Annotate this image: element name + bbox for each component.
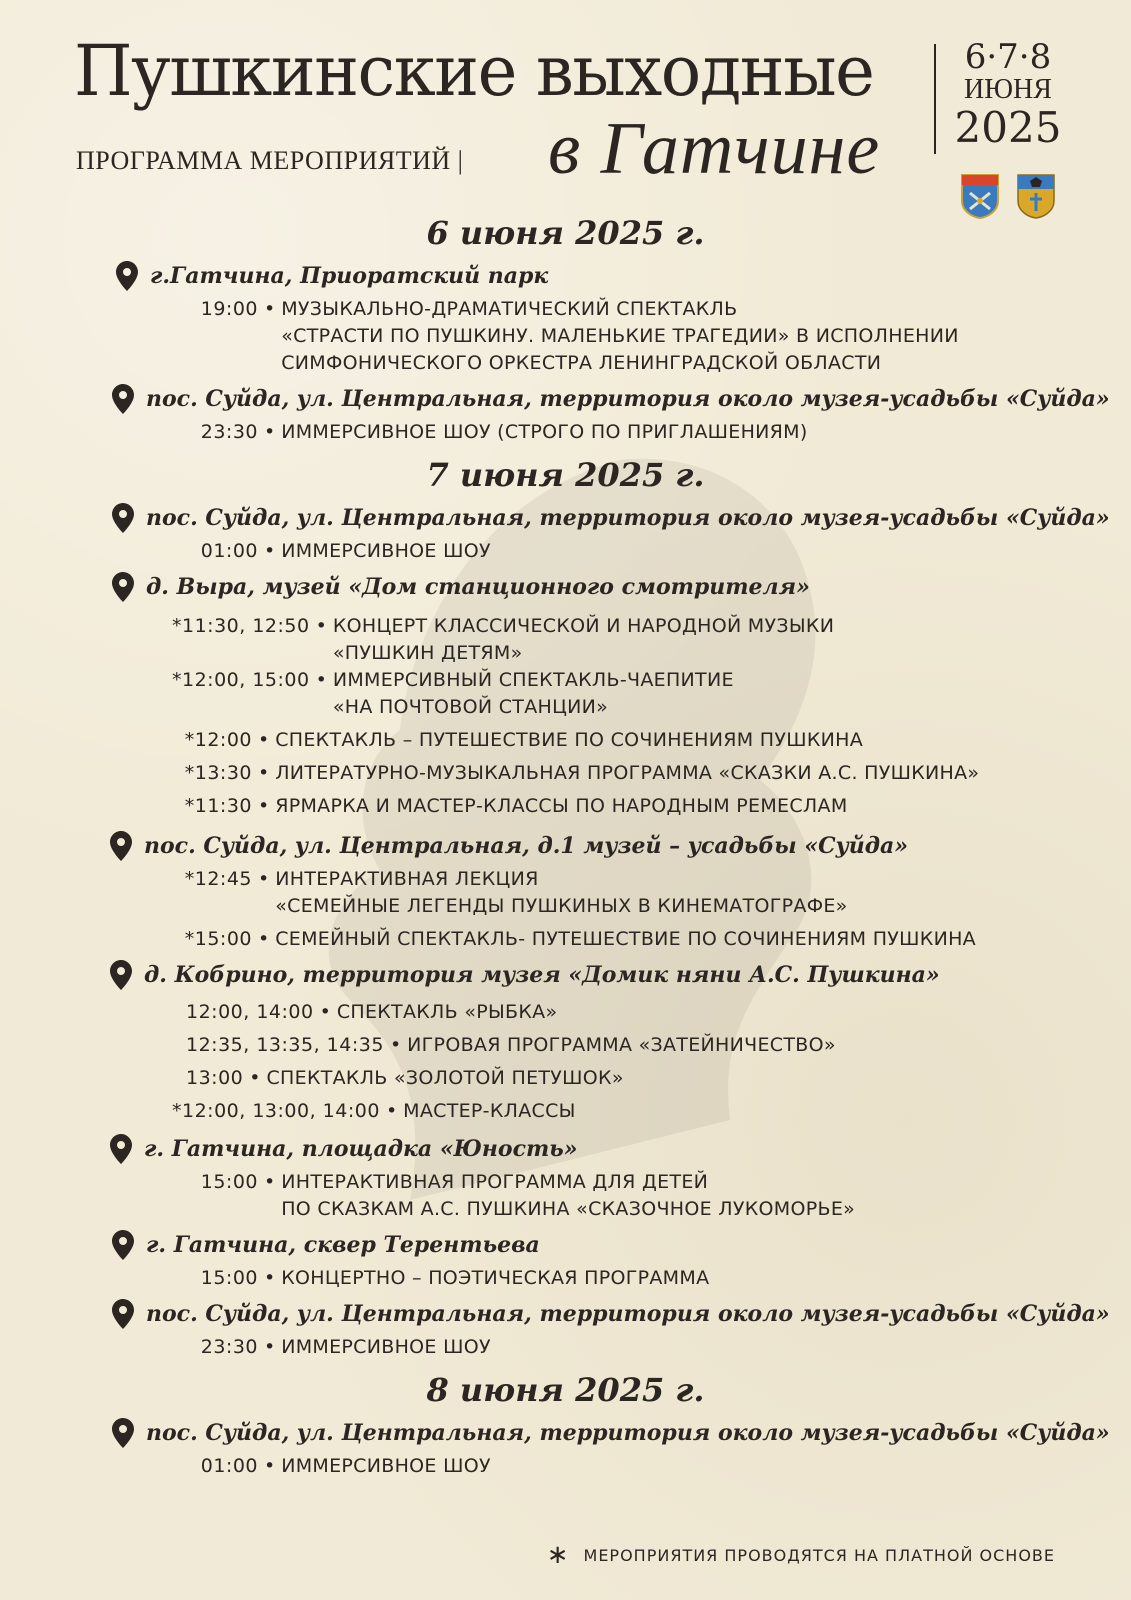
event-description: ЛИТЕРАТУРНО-МУЗЫКАЛЬНАЯ ПРОГРАММА «СКАЗКИ А.С. ПУШКИНА» xyxy=(275,762,980,784)
venue-name: д. Кобрино, территория музея «Домик няни А.С. Пушкина» xyxy=(144,962,940,988)
event-item xyxy=(186,1169,1131,1223)
venue-name: пос. Суйда, ул. Центральная, территория около музея-усадьбы «Суйда» xyxy=(146,1420,1110,1446)
event-time: 12:35, 13:35, 14:35 xyxy=(186,1034,384,1056)
event-description: ИММЕРСИВНОЕ ШОУ xyxy=(281,540,491,562)
bullet: • xyxy=(264,1336,276,1358)
event-time: *12:00, 13:00, 14:00 xyxy=(172,1100,380,1122)
location-pin-icon xyxy=(110,831,132,861)
event-list xyxy=(0,999,1131,1125)
event-item xyxy=(172,866,1131,920)
event-time: *11:30 xyxy=(184,795,252,817)
event-description: ИММЕРСИВНОЕ ШОУ xyxy=(281,1336,491,1358)
event-time: *15:00 xyxy=(184,928,252,950)
venue-name: пос. Суйда, ул. Центральная, территория около музея-усадьбы «Суйда» xyxy=(146,505,1110,531)
event-item xyxy=(186,419,1131,446)
event-item xyxy=(172,613,1131,667)
footnote xyxy=(547,1540,1055,1570)
location-pin-icon xyxy=(112,1299,134,1329)
event-item xyxy=(186,1334,1131,1361)
venue-name: д. Выра, музей «Дом станционного смотрителя» xyxy=(146,574,810,600)
event-item xyxy=(186,1265,1131,1292)
event-description: ИНТЕРАКТИВНАЯ ЛЕКЦИЯ «СЕМЕЙНЫЕ ЛЕГЕНДЫ ПУШКИНЫХ В КИНЕМАТОГРАФЕ» xyxy=(275,868,848,917)
header xyxy=(0,0,1131,215)
program xyxy=(0,208,1131,1484)
location-pin-icon xyxy=(110,1134,132,1164)
event-time: *12:00, 15:00 xyxy=(172,669,310,691)
event-list xyxy=(0,419,1131,446)
location-pin-icon xyxy=(112,1230,134,1260)
venue xyxy=(0,500,1131,536)
event-time: 19:00 xyxy=(200,298,258,320)
bullet: • xyxy=(385,1100,398,1122)
venue xyxy=(0,1131,1131,1167)
event-time: *11:30, 12:50 xyxy=(172,615,310,637)
event-time: *13:30 xyxy=(184,762,252,784)
bullet: • xyxy=(258,868,270,890)
venue xyxy=(0,957,1131,993)
dates-month: ИЮНЯ xyxy=(964,74,1052,105)
bullet: • xyxy=(264,1455,276,1477)
event-item xyxy=(172,727,1131,754)
event-description: СПЕКТАКЛЬ – ПУТЕШЕСТВИЕ ПО СОЧИНЕНИЯМ ПУШКИНА xyxy=(275,729,864,751)
event-description: КОНЦЕРТ КЛАССИЧЕСКОЙ И НАРОДНОЙ МУЗЫКИ «ПУШКИН ДЕТЯМ» xyxy=(332,615,835,664)
bullet: • xyxy=(264,298,276,320)
bullet: • xyxy=(264,1267,276,1289)
bullet: • xyxy=(258,762,270,784)
event-item xyxy=(186,999,1131,1026)
event-description: КОНЦЕРТНО – ПОЭТИЧЕСКАЯ ПРОГРАММА xyxy=(281,1267,710,1289)
event-time: *12:00 xyxy=(184,729,252,751)
asterisk-icon: ∗ xyxy=(546,1540,570,1570)
event-list xyxy=(0,1453,1131,1480)
location-pin-icon xyxy=(112,572,134,602)
venue-name: пос. Суйда, ул. Центральная, территория около музея-усадьбы «Суйда» xyxy=(146,386,1110,412)
event-dates xyxy=(950,37,1066,153)
event-description: СЕМЕЙНЫЙ СПЕКТАКЛЬ- ПУТЕШЕСТВИЕ ПО СОЧИНЕНИЯМ ПУШКИНА xyxy=(275,928,976,950)
event-time: 12:00, 14:00 xyxy=(186,1001,314,1023)
venue xyxy=(0,258,1131,294)
bullet: • xyxy=(249,1067,261,1089)
event-description: ИГРОВАЯ ПРОГРАММА «ЗАТЕЙНИЧЕСТВО» xyxy=(407,1034,836,1056)
bullet: • xyxy=(264,421,276,443)
dates-days: 6·7·8 xyxy=(964,37,1052,77)
event-description: ЯРМАРКА И МАСТЕР-КЛАССЫ ПО НАРОДНЫМ РЕМЕСЛАМ xyxy=(275,795,848,817)
location-pin-icon xyxy=(110,960,132,990)
venue xyxy=(0,1296,1131,1332)
event-description: ИНТЕРАКТИВНАЯ ПРОГРАММА ДЛЯ ДЕТЕЙ ПО СКАЗКАМ А.С. ПУШКИНА «СКАЗОЧНОЕ ЛУКОМОРЬЕ» xyxy=(281,1171,856,1220)
event-list xyxy=(0,296,1131,377)
venue xyxy=(0,1415,1131,1451)
event-list xyxy=(0,1265,1131,1292)
location-pin-icon xyxy=(112,384,134,414)
event-time: 13:00 xyxy=(186,1067,244,1089)
event-description: СПЕКТАКЛЬ «РЫБКА» xyxy=(336,1001,558,1023)
event-time: 23:30 xyxy=(200,1336,258,1358)
event-item xyxy=(186,296,1131,377)
day-heading-june-8: 8 июня 2025 г. xyxy=(426,1371,705,1409)
event-item xyxy=(186,538,1131,565)
event-item xyxy=(172,760,1131,787)
venue-name: г.Гатчина, Приоратский парк xyxy=(150,263,549,289)
script-title: в Гатчине xyxy=(548,108,881,190)
bullet: • xyxy=(315,669,327,691)
event-time: 15:00 xyxy=(200,1171,258,1193)
location-pin-icon xyxy=(112,503,134,533)
bullet: • xyxy=(389,1034,402,1056)
event-list xyxy=(0,613,1131,820)
event-description: МАСТЕР-КЛАССЫ xyxy=(403,1100,576,1122)
bullet: • xyxy=(258,928,270,950)
footnote-text: МЕРОПРИЯТИЯ ПРОВОДЯТСЯ НА ПЛАТНОЙ ОСНОВЕ xyxy=(583,1545,1055,1565)
event-item xyxy=(186,1065,1131,1092)
event-description: МУЗЫКАЛЬНО-ДРАМАТИЧЕСКИЙ СПЕКТАКЛЬ «СТРАСТИ ПО ПУШКИНУ. МАЛЕНЬКИЕ ТРАГЕДИИ» В ИСПОЛНЕНИИ СИМФОНИЧЕСКОГО ОРКЕСТРА ЛЕНИНГРАДСКОЙ ОБЛАСТИ xyxy=(281,298,959,374)
day-heading-june-7: 7 июня 2025 г. xyxy=(426,456,705,494)
day-heading-june-6: 6 июня 2025 г. xyxy=(426,214,705,252)
location-pin-icon xyxy=(116,261,138,291)
event-description: ИММЕРСИВНОЕ ШОУ xyxy=(281,1455,491,1477)
event-list xyxy=(0,538,1131,565)
event-item xyxy=(186,1453,1131,1480)
event-time: 01:00 xyxy=(200,540,258,562)
venue-name: г. Гатчина, площадка «Юность» xyxy=(144,1136,578,1162)
event-time: 01:00 xyxy=(200,1455,258,1477)
event-item xyxy=(172,793,1131,820)
bullet: • xyxy=(315,615,327,637)
event-item xyxy=(186,1032,1131,1059)
event-description: ИММЕРСИВНОЕ ШОУ (СТРОГО ПО ПРИГЛАШЕНИЯМ) xyxy=(281,421,808,443)
venue xyxy=(0,828,1131,864)
venue xyxy=(0,569,1131,605)
dates-year: 2025 xyxy=(954,103,1062,153)
event-list xyxy=(0,1169,1131,1223)
event-item xyxy=(172,667,1131,721)
header-divider xyxy=(934,44,936,154)
event-time: 23:30 xyxy=(200,421,258,443)
bullet: • xyxy=(258,795,270,817)
event-time: 15:00 xyxy=(200,1267,258,1289)
event-list xyxy=(0,866,1131,953)
event-description: СПЕКТАКЛЬ «ЗОЛОТОЙ ПЕТУШОК» xyxy=(266,1067,624,1089)
location-pin-icon xyxy=(112,1418,134,1448)
venue xyxy=(0,381,1131,417)
bullet: • xyxy=(264,540,276,562)
venue-name: пос. Суйда, ул. Центральная, территория около музея-усадьбы «Суйда» xyxy=(146,1301,1110,1327)
program-subtitle: ПРОГРАММА МЕРОПРИЯТИЙ | xyxy=(76,146,464,175)
venue-name: г. Гатчина, сквер Терентьева xyxy=(146,1232,540,1258)
bullet: • xyxy=(258,729,270,751)
bullet: • xyxy=(319,1001,331,1023)
event-description: ИММЕРСИВНЫЙ СПЕКТАКЛЬ-ЧАЕПИТИЕ «НА ПОЧТОВОЙ СТАНЦИИ» xyxy=(332,669,734,718)
venue xyxy=(0,1227,1131,1263)
event-list xyxy=(0,1334,1131,1361)
venue-name: пос. Суйда, ул. Центральная, д.1 музей – усадьбы «Суйда» xyxy=(144,833,909,859)
page-title: Пушкинские выходные xyxy=(74,30,874,112)
event-time: *12:45 xyxy=(184,868,252,890)
bullet: • xyxy=(264,1171,276,1193)
event-item xyxy=(172,1098,1131,1125)
event-item xyxy=(172,926,1131,953)
